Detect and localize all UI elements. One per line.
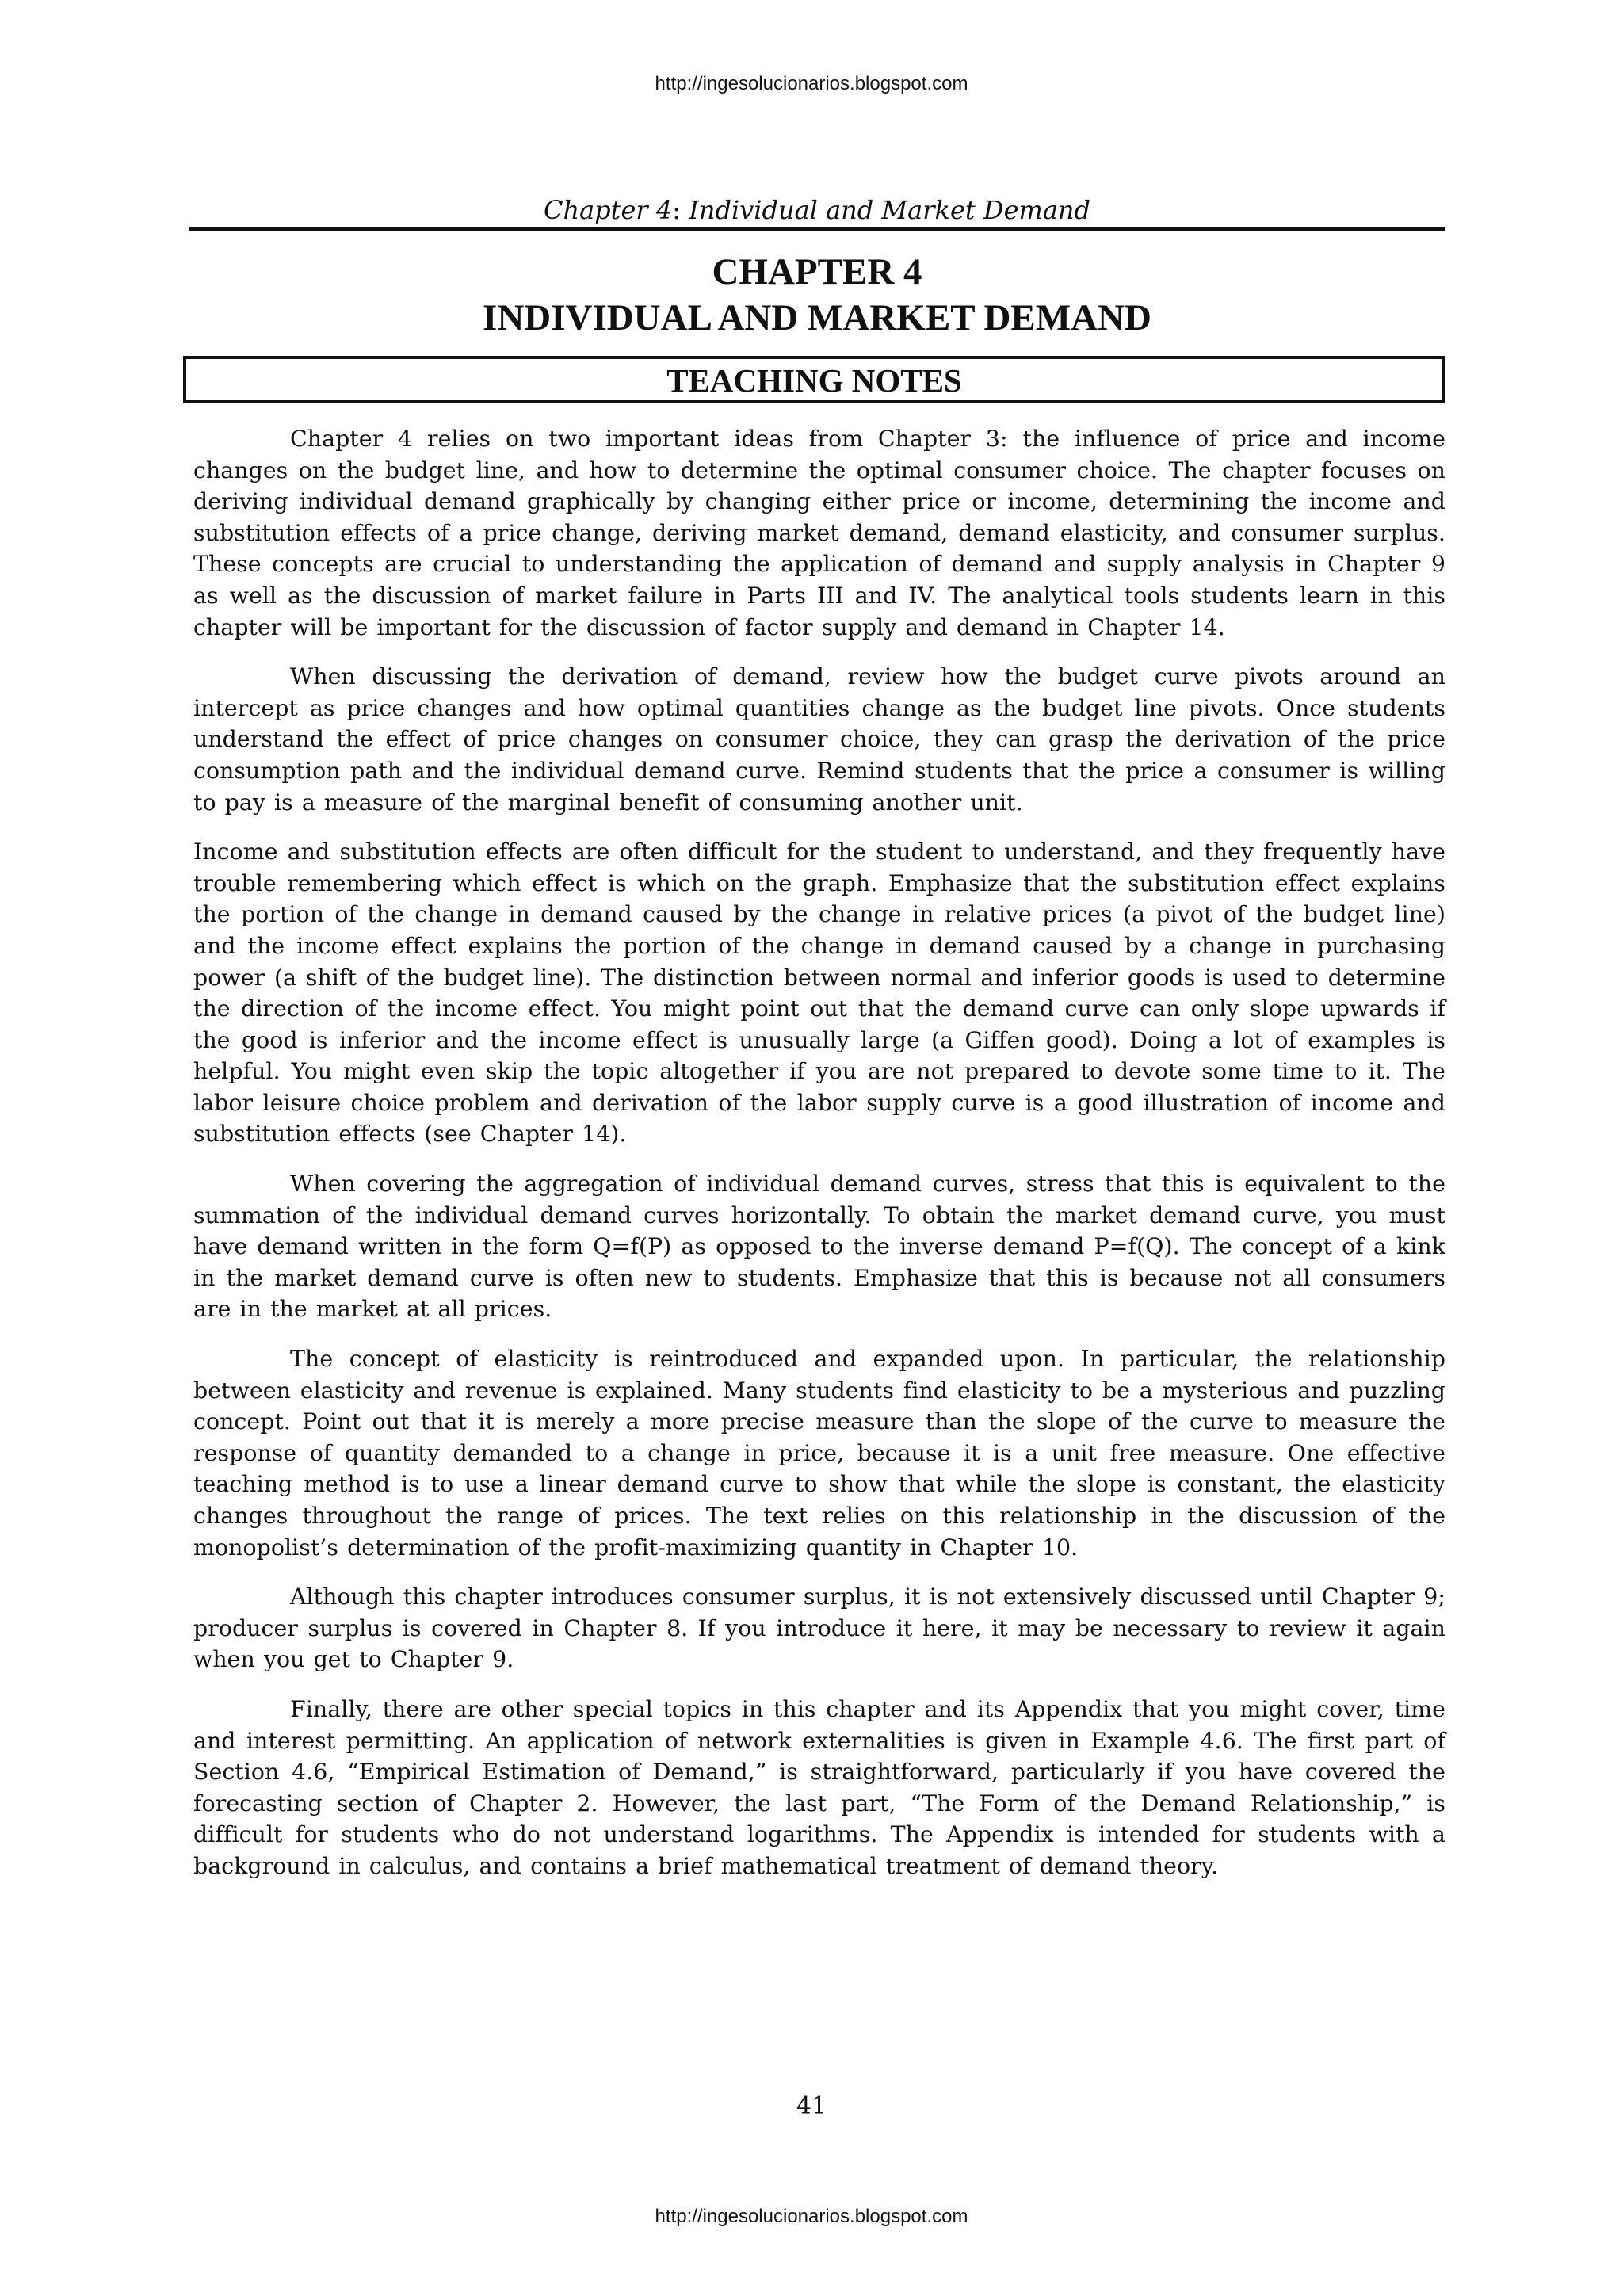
running-header-subtitle: Individual and Market Demand (689, 195, 1091, 225)
paragraph: Income and substitution effects are often difficult for the student to understand, and they frequently have trouble remembering which effect is which on the graph. Emphasize that the substitution effect explains the portion of the change in demand caused by the change in relative prices (a pivot of the budget line) and the income effect explains the portion of the change in demand caused by a change in purchasing power (a shift of the budget line). The distinction between normal and inferior goods is used to determine the direction of the income effect. You might point out that the demand curve can only slope upwards if the good is inferior and the income effect is unusually large (a Giffen good). Doing a lot of examples is helpful. You might even skip the topic altogether if you are not prepared to devote some time to it. The labor leisure choice problem and derivation of the labor supply curve is a good illustration of income and substitution effects (see Chapter 14). (193, 839, 1445, 1148)
running-header (189, 195, 1445, 225)
source-url-top[interactable]: http://ingesolucionarios.blogspot.com (655, 73, 968, 94)
paragraph: When discussing the derivation of demand, review how the budget curve pivots around an intercept as price changes and how optimal quantities change as the budget line pivots. Once students understand the effect of price changes on consumer choice, they can grasp the derivation of the price consumption path and the individual demand curve. Remind students that the price a consumer is willing to pay is a measure of the marginal benefit of consuming another unit. (193, 663, 1445, 816)
section-heading: TEACHING NOTES (666, 362, 962, 399)
running-header-separator: : (672, 195, 689, 225)
section-heading-box (183, 356, 1445, 403)
header-rule (189, 227, 1445, 231)
paragraph: Although this chapter introduces consumer surplus, it is not extensively discussed until Chapter 9; producer surplus is covered in Chapter 8. If you introduce it here, it may be necessary to review it again when you get to Chapter 9. (193, 1584, 1445, 1673)
source-url-bottom[interactable]: http://ingesolucionarios.blogspot.com (655, 2206, 968, 2227)
chapter-title (189, 249, 1445, 341)
paragraph: Finally, there are other special topics in this chapter and its Appendix that you might cover, time and interest permitting. An application of network externalities is given in Example 4.6. The first part of Section 4.6, “Empirical Estimation of Demand,” is straightforward, particularly if you have covered the forecasting section of Chapter 2. However, the last part, “The Form of the Demand Relationship,” is difficult for students who do not understand logarithms. The Appendix is intended for students with a background in calculus, and contains a brief mathematical treatment of demand theory. (193, 1695, 1445, 1879)
page-number: 41 (796, 2092, 827, 2120)
body-text (193, 423, 1445, 1901)
chapter-title-line1: CHAPTER 4 (712, 251, 922, 292)
paragraph: When covering the aggregation of individual demand curves, stress that this is equivalent to the summation of the individual demand curves horizontally. To obtain the market demand curve, you must have demand written in the form Q=f(P) as opposed to the inverse demand P=f(Q). The concept of a kink in the market demand curve is often new to students. Emphasize that this is because not all consumers are in the market at all prices. (193, 1171, 1445, 1323)
running-header-chapter-label: Chapter 4 (543, 195, 673, 225)
paragraph: Chapter 4 relies on two important ideas from Chapter 3: the influence of price and income changes on the budget line, and how to determine the optimal consumer choice. The chapter focuses on deriving individual demand graphically by changing either price or income, determining the income and substitution effects of a price change, deriving market demand, demand elasticity, and consumer surplus. These concepts are crucial to understanding the application of demand and supply analysis in Chapter 9 as well as the discussion of market failure in Parts III and IV. The analytical tools students learn in this chapter will be important for the discussion of factor supply and demand in Chapter 14. (193, 426, 1445, 640)
paragraph: The concept of elasticity is reintroduced and expanded upon. In particular, the relationship between elasticity and revenue is explained. Many students find elasticity to be a mysterious and puzzling concept. Point out that it is merely a more precise measure than the slope of the curve to measure the response of quantity demanded to a change in price, because it is a unit free measure. One effective teaching method is to use a linear demand curve to show that while the slope is constant, the elasticity changes throughout the range of prices. The text relies on this relationship in the discussion of the monopolist’s determination of the profit-maximizing quantity in Chapter 10. (193, 1346, 1445, 1561)
chapter-title-line2: INDIVIDUAL AND MARKET DEMAND (483, 297, 1151, 338)
